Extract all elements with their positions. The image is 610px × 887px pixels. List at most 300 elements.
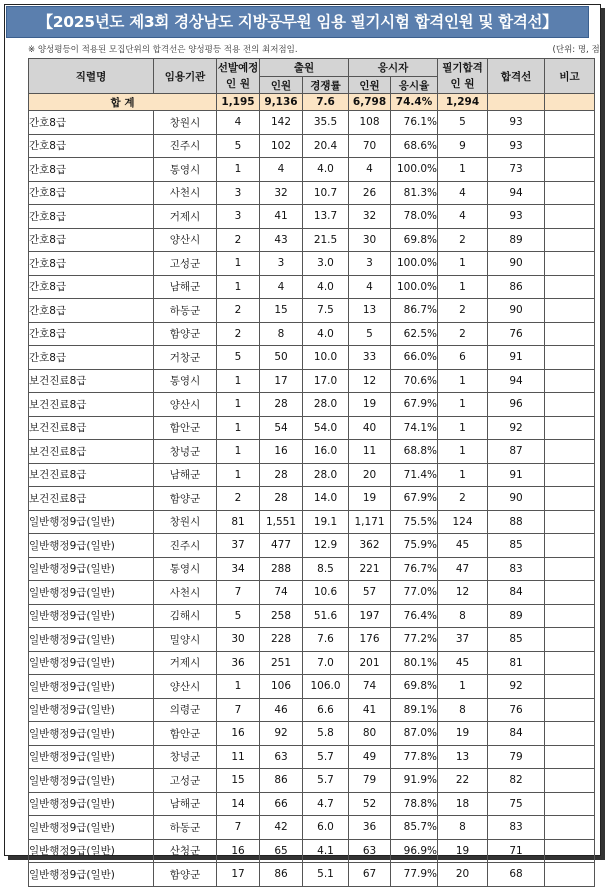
cell-passed: 13 — [438, 745, 488, 769]
cell-competition: 13.7 — [303, 205, 349, 229]
cell-agency: 의령군 — [154, 698, 217, 722]
cell-rate: 96.9% — [391, 839, 438, 863]
cell-examinees: 49 — [349, 745, 391, 769]
cell-remarks — [545, 510, 595, 534]
cell-cutoff: 84 — [488, 722, 545, 746]
cell-competition: 4.0 — [303, 275, 349, 299]
cell-job: 일반행정9급(일반) — [29, 628, 154, 652]
cell-remarks — [545, 581, 595, 605]
cell-passed: 1 — [438, 675, 488, 699]
cell-job: 일반행정9급(일반) — [29, 651, 154, 675]
cell-rate: 77.2% — [391, 628, 438, 652]
cell-agency: 남해군 — [154, 463, 217, 487]
cell-remarks — [545, 205, 595, 229]
cell-job: 일반행정9급(일반) — [29, 745, 154, 769]
cell-passed: 124 — [438, 510, 488, 534]
cell-remarks — [545, 158, 595, 182]
cell-agency: 남해군 — [154, 275, 217, 299]
cell-planned: 1 — [217, 440, 260, 464]
cell-rate: 76.4% — [391, 604, 438, 628]
cell-planned: 15 — [217, 769, 260, 793]
header-passed-bottom: 인 원 — [450, 78, 475, 90]
cell-remarks — [545, 604, 595, 628]
cell-rate: 75.9% — [391, 534, 438, 558]
header-examinees: 응시자 — [349, 59, 438, 77]
cell-agency: 거제시 — [154, 205, 217, 229]
cell-applied: 102 — [260, 134, 303, 158]
cell-job: 간호8급 — [29, 252, 154, 276]
cell-examinees: 11 — [349, 440, 391, 464]
cell-applied: 258 — [260, 604, 303, 628]
cell-remarks — [545, 816, 595, 840]
cell-planned: 11 — [217, 745, 260, 769]
cell-passed: 45 — [438, 651, 488, 675]
cell-remarks — [545, 299, 595, 323]
table-row — [29, 416, 595, 440]
header-job: 직렬명 — [29, 59, 154, 94]
cell-remarks — [545, 228, 595, 252]
cell-job: 간호8급 — [29, 322, 154, 346]
cell-rate: 62.5% — [391, 322, 438, 346]
cell-cutoff: 85 — [488, 628, 545, 652]
cell-competition: 8.5 — [303, 557, 349, 581]
table-row — [29, 158, 595, 182]
cell-planned: 3 — [217, 181, 260, 205]
cell-cutoff: 83 — [488, 557, 545, 581]
cell-competition: 16.0 — [303, 440, 349, 464]
cell-planned: 3 — [217, 205, 260, 229]
cell-competition: 51.6 — [303, 604, 349, 628]
cell-passed: 47 — [438, 557, 488, 581]
cell-competition: 10.0 — [303, 346, 349, 370]
cell-passed: 9 — [438, 134, 488, 158]
header-competition: 경쟁률 — [303, 77, 349, 94]
cell-remarks — [545, 346, 595, 370]
cell-cutoff: 82 — [488, 769, 545, 793]
cell-agency: 남해군 — [154, 792, 217, 816]
cell-applied: 3 — [260, 252, 303, 276]
cell-agency: 산청군 — [154, 839, 217, 863]
cell-examinees: 67 — [349, 863, 391, 887]
cell-competition: 7.6 — [303, 628, 349, 652]
cell-agency: 고성군 — [154, 252, 217, 276]
cell-agency: 함양군 — [154, 487, 217, 511]
cell-competition: 4.1 — [303, 839, 349, 863]
unit-label: (단위: 명, 점) — [552, 45, 603, 55]
header-applied-count: 인원 — [260, 77, 303, 94]
cell-cutoff: 92 — [488, 675, 545, 699]
cell-rate: 71.4% — [391, 463, 438, 487]
table-row — [29, 134, 595, 158]
cell-planned: 2 — [217, 228, 260, 252]
cell-applied: 106 — [260, 675, 303, 699]
cell-passed: 19 — [438, 839, 488, 863]
cell-competition: 6.6 — [303, 698, 349, 722]
cell-job: 보건진료8급 — [29, 487, 154, 511]
cell-job: 보건진료8급 — [29, 463, 154, 487]
table-row — [29, 299, 595, 323]
cell-passed: 45 — [438, 534, 488, 558]
cell-rate: 86.7% — [391, 299, 438, 323]
cell-rate: 69.8% — [391, 675, 438, 699]
table-row — [29, 346, 595, 370]
table-row — [29, 557, 595, 581]
cell-applied: 28 — [260, 487, 303, 511]
table-row — [29, 769, 595, 793]
cell-cutoff: 93 — [488, 134, 545, 158]
cell-passed: 2 — [438, 322, 488, 346]
cell-agency: 창원시 — [154, 111, 217, 135]
table-row — [29, 745, 595, 769]
cell-examinees: 12 — [349, 369, 391, 393]
cell-rate: 100.0% — [391, 252, 438, 276]
cell-remarks — [545, 393, 595, 417]
cell-applied: 42 — [260, 816, 303, 840]
table-row — [29, 463, 595, 487]
cell-rate: 91.9% — [391, 769, 438, 793]
cell-job: 일반행정9급(일반) — [29, 698, 154, 722]
cell-planned: 34 — [217, 557, 260, 581]
cell-job: 일반행정9급(일반) — [29, 675, 154, 699]
total-remarks — [545, 94, 595, 111]
table-row — [29, 534, 595, 558]
cell-rate: 67.9% — [391, 393, 438, 417]
cell-cutoff: 90 — [488, 252, 545, 276]
cell-job: 간호8급 — [29, 181, 154, 205]
cell-remarks — [545, 675, 595, 699]
cell-examinees: 19 — [349, 487, 391, 511]
header-planned-top: 선발예정 — [217, 62, 259, 74]
cell-competition: 10.7 — [303, 181, 349, 205]
cell-rate: 68.6% — [391, 134, 438, 158]
total-row — [29, 94, 595, 111]
cell-examinees: 41 — [349, 698, 391, 722]
cell-examinees: 176 — [349, 628, 391, 652]
cell-agency: 함양군 — [154, 863, 217, 887]
cell-examinees: 80 — [349, 722, 391, 746]
cell-cutoff: 75 — [488, 792, 545, 816]
cell-cutoff: 91 — [488, 463, 545, 487]
cell-competition: 4.0 — [303, 322, 349, 346]
cell-cutoff: 88 — [488, 510, 545, 534]
cell-applied: 251 — [260, 651, 303, 675]
cell-job: 보건진료8급 — [29, 440, 154, 464]
cell-cutoff: 89 — [488, 604, 545, 628]
cell-applied: 17 — [260, 369, 303, 393]
cell-passed: 37 — [438, 628, 488, 652]
results-table — [28, 58, 595, 887]
cell-remarks — [545, 698, 595, 722]
cell-rate: 77.0% — [391, 581, 438, 605]
cell-passed: 19 — [438, 722, 488, 746]
cell-job: 일반행정9급(일반) — [29, 604, 154, 628]
cell-cutoff: 96 — [488, 393, 545, 417]
cell-planned: 7 — [217, 816, 260, 840]
cell-planned: 5 — [217, 346, 260, 370]
cell-passed: 8 — [438, 698, 488, 722]
cell-examinees: 13 — [349, 299, 391, 323]
cell-rate: 81.3% — [391, 181, 438, 205]
cell-remarks — [545, 252, 595, 276]
header-exam-count: 인원 — [349, 77, 391, 94]
cell-examinees: 57 — [349, 581, 391, 605]
cell-planned: 14 — [217, 792, 260, 816]
cell-rate: 76.7% — [391, 557, 438, 581]
cell-agency: 고성군 — [154, 769, 217, 793]
cell-planned: 2 — [217, 487, 260, 511]
cell-agency: 사천시 — [154, 181, 217, 205]
cell-job: 간호8급 — [29, 299, 154, 323]
cell-planned: 4 — [217, 111, 260, 135]
cell-remarks — [545, 628, 595, 652]
cell-examinees: 20 — [349, 463, 391, 487]
cell-passed: 4 — [438, 181, 488, 205]
total-cutoff — [488, 94, 545, 111]
cell-planned: 7 — [217, 581, 260, 605]
cell-passed: 12 — [438, 581, 488, 605]
cell-planned: 1 — [217, 463, 260, 487]
cell-competition: 5.7 — [303, 769, 349, 793]
cell-job: 간호8급 — [29, 158, 154, 182]
cell-applied: 86 — [260, 769, 303, 793]
cell-planned: 1 — [217, 275, 260, 299]
cell-rate: 66.0% — [391, 346, 438, 370]
table-row — [29, 275, 595, 299]
cell-passed: 4 — [438, 205, 488, 229]
cell-rate: 100.0% — [391, 275, 438, 299]
cell-remarks — [545, 651, 595, 675]
cell-rate: 78.0% — [391, 205, 438, 229]
cell-applied: 32 — [260, 181, 303, 205]
cell-examinees: 362 — [349, 534, 391, 558]
cell-applied: 4 — [260, 275, 303, 299]
header-planned — [217, 59, 260, 94]
cell-passed: 2 — [438, 299, 488, 323]
cell-agency: 통영시 — [154, 158, 217, 182]
cell-passed: 1 — [438, 463, 488, 487]
table-row — [29, 111, 595, 135]
header-agency: 임용기관 — [154, 59, 217, 94]
header-applied: 출원 — [260, 59, 349, 77]
table-row — [29, 863, 595, 887]
cell-remarks — [545, 275, 595, 299]
cell-applied: 28 — [260, 463, 303, 487]
cell-competition: 28.0 — [303, 393, 349, 417]
table-row — [29, 792, 595, 816]
cell-passed: 1 — [438, 158, 488, 182]
cell-planned: 1 — [217, 158, 260, 182]
cell-planned: 37 — [217, 534, 260, 558]
cell-examinees: 5 — [349, 322, 391, 346]
cell-examinees: 26 — [349, 181, 391, 205]
cell-applied: 63 — [260, 745, 303, 769]
cell-passed: 1 — [438, 416, 488, 440]
table-row — [29, 651, 595, 675]
cell-competition: 12.9 — [303, 534, 349, 558]
cell-cutoff: 76 — [488, 698, 545, 722]
cell-rate: 78.8% — [391, 792, 438, 816]
cell-applied: 142 — [260, 111, 303, 135]
cell-cutoff: 81 — [488, 651, 545, 675]
total-planned: 1,195 — [217, 94, 260, 111]
cell-passed: 1 — [438, 275, 488, 299]
cell-planned: 5 — [217, 604, 260, 628]
cell-rate: 85.7% — [391, 816, 438, 840]
cell-examinees: 30 — [349, 228, 391, 252]
cell-cutoff: 87 — [488, 440, 545, 464]
table-row — [29, 205, 595, 229]
cell-competition: 35.5 — [303, 111, 349, 135]
cell-agency: 거창군 — [154, 346, 217, 370]
cell-remarks — [545, 416, 595, 440]
cell-passed: 18 — [438, 792, 488, 816]
cell-passed: 8 — [438, 816, 488, 840]
cell-applied: 65 — [260, 839, 303, 863]
cell-competition: 7.0 — [303, 651, 349, 675]
cell-remarks — [545, 487, 595, 511]
cell-job: 일반행정9급(일반) — [29, 510, 154, 534]
cell-cutoff: 84 — [488, 581, 545, 605]
cell-examinees: 70 — [349, 134, 391, 158]
table-row — [29, 675, 595, 699]
cell-applied: 43 — [260, 228, 303, 252]
cell-applied: 46 — [260, 698, 303, 722]
cell-cutoff: 86 — [488, 275, 545, 299]
cell-agency: 양산시 — [154, 393, 217, 417]
cell-planned: 17 — [217, 863, 260, 887]
total-examinees: 6,798 — [349, 94, 391, 111]
table-row — [29, 604, 595, 628]
cell-competition: 5.1 — [303, 863, 349, 887]
cell-examinees: 19 — [349, 393, 391, 417]
cell-passed: 1 — [438, 393, 488, 417]
cell-applied: 477 — [260, 534, 303, 558]
cell-applied: 92 — [260, 722, 303, 746]
cell-cutoff: 94 — [488, 369, 545, 393]
cell-examinees: 74 — [349, 675, 391, 699]
cell-agency: 진주시 — [154, 534, 217, 558]
cell-applied: 50 — [260, 346, 303, 370]
cell-agency: 김해시 — [154, 604, 217, 628]
header-passed — [438, 59, 488, 94]
cell-applied: 1,551 — [260, 510, 303, 534]
cell-cutoff: 92 — [488, 416, 545, 440]
cell-examinees: 33 — [349, 346, 391, 370]
cell-applied: 86 — [260, 863, 303, 887]
cell-applied: 15 — [260, 299, 303, 323]
cell-competition: 3.0 — [303, 252, 349, 276]
cell-rate: 89.1% — [391, 698, 438, 722]
cell-rate: 67.9% — [391, 487, 438, 511]
cell-rate: 77.9% — [391, 863, 438, 887]
cell-agency: 밀양시 — [154, 628, 217, 652]
cell-remarks — [545, 440, 595, 464]
cell-agency: 함안군 — [154, 416, 217, 440]
cell-agency: 하동군 — [154, 299, 217, 323]
cell-examinees: 79 — [349, 769, 391, 793]
cell-agency: 사천시 — [154, 581, 217, 605]
table-row — [29, 722, 595, 746]
cell-cutoff: 90 — [488, 299, 545, 323]
cell-job: 간호8급 — [29, 228, 154, 252]
cell-cutoff: 93 — [488, 111, 545, 135]
cell-cutoff: 90 — [488, 487, 545, 511]
cell-job: 일반행정9급(일반) — [29, 534, 154, 558]
cell-job: 보건진료8급 — [29, 416, 154, 440]
cell-agency: 창녕군 — [154, 440, 217, 464]
cell-cutoff: 94 — [488, 181, 545, 205]
cell-remarks — [545, 839, 595, 863]
total-competition: 7.6 — [303, 94, 349, 111]
cell-planned: 1 — [217, 393, 260, 417]
total-rate: 74.4% — [391, 94, 438, 111]
cell-planned: 81 — [217, 510, 260, 534]
document-title: 【2025년도 제3회 경상남도 지방공무원 임용 필기시험 합격인원 및 합격선】 — [6, 6, 589, 38]
cell-remarks — [545, 745, 595, 769]
cell-passed: 22 — [438, 769, 488, 793]
table-row — [29, 816, 595, 840]
cell-applied: 228 — [260, 628, 303, 652]
cell-remarks — [545, 181, 595, 205]
cell-examinees: 197 — [349, 604, 391, 628]
cell-agency: 창녕군 — [154, 745, 217, 769]
cutoff-note: ※ 양성평등이 적용된 모집단위의 합격선은 양성평등 적용 전의 최저점임. — [28, 45, 298, 55]
cell-planned: 2 — [217, 322, 260, 346]
cell-agency: 창원시 — [154, 510, 217, 534]
table-row — [29, 369, 595, 393]
cell-competition: 17.0 — [303, 369, 349, 393]
cell-competition: 14.0 — [303, 487, 349, 511]
cell-cutoff: 73 — [488, 158, 545, 182]
cell-examinees: 4 — [349, 158, 391, 182]
cell-rate: 87.0% — [391, 722, 438, 746]
cell-examinees: 40 — [349, 416, 391, 440]
cell-job: 일반행정9급(일반) — [29, 722, 154, 746]
cell-competition: 4.0 — [303, 158, 349, 182]
table-row — [29, 440, 595, 464]
table-row — [29, 628, 595, 652]
cell-applied: 16 — [260, 440, 303, 464]
cell-examinees: 4 — [349, 275, 391, 299]
cell-passed: 1 — [438, 252, 488, 276]
cell-examinees: 108 — [349, 111, 391, 135]
cell-competition: 5.8 — [303, 722, 349, 746]
cell-remarks — [545, 722, 595, 746]
cell-competition: 19.1 — [303, 510, 349, 534]
cell-job: 일반행정9급(일반) — [29, 792, 154, 816]
cell-planned: 16 — [217, 722, 260, 746]
cell-agency: 양산시 — [154, 675, 217, 699]
cell-planned: 7 — [217, 698, 260, 722]
table-row — [29, 252, 595, 276]
cell-passed: 8 — [438, 604, 488, 628]
cell-job: 간호8급 — [29, 275, 154, 299]
cell-examinees: 36 — [349, 816, 391, 840]
cell-competition: 28.0 — [303, 463, 349, 487]
cell-job: 일반행정9급(일반) — [29, 581, 154, 605]
cell-job: 간호8급 — [29, 346, 154, 370]
cell-remarks — [545, 369, 595, 393]
cell-competition: 7.5 — [303, 299, 349, 323]
table-row — [29, 839, 595, 863]
cell-cutoff: 79 — [488, 745, 545, 769]
cell-competition: 4.7 — [303, 792, 349, 816]
cell-agency: 거제시 — [154, 651, 217, 675]
cell-competition: 21.5 — [303, 228, 349, 252]
cell-remarks — [545, 322, 595, 346]
cell-planned: 2 — [217, 299, 260, 323]
cell-agency: 함양군 — [154, 322, 217, 346]
